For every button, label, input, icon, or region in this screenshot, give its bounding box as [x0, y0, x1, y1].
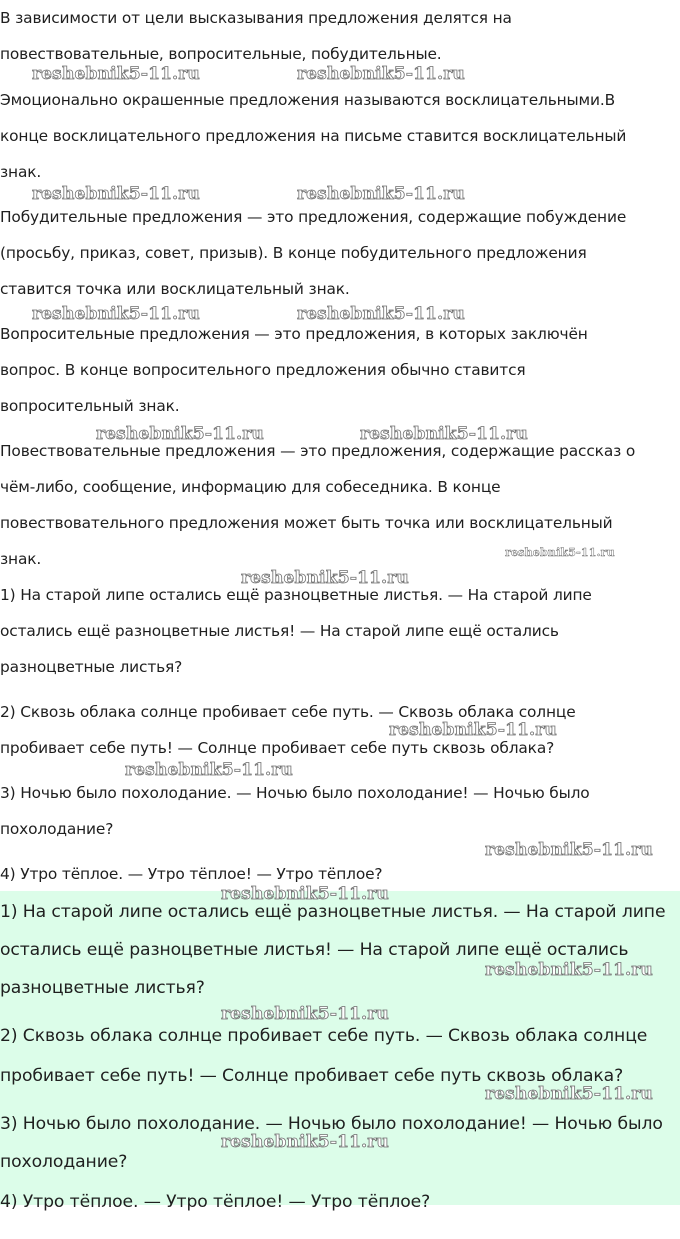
answer-line: 4) Утро тёплое. — Утро тёплое! — Утро тёплое? [0, 865, 383, 883]
theory-line: знак. [0, 163, 42, 181]
theory-line: знак. [0, 550, 42, 568]
answer-line: пробивает себе путь! — Солнце пробивает себе путь сквозь облака? [0, 739, 555, 757]
theory-line: повествовательные, вопросительные, побудительные. [0, 45, 442, 63]
watermark: reshebnik5-11.ru [297, 304, 465, 324]
highlighted-answer-line: пробивает себе путь! — Солнце пробивает себе путь сквозь облака? [0, 1066, 624, 1086]
watermark: reshebnik5-11.ru [125, 760, 293, 780]
watermark: reshebnik5-11.ru [221, 884, 389, 904]
theory-line: вопросительный знак. [0, 397, 180, 415]
watermark: reshebnik5-11.ru [505, 546, 615, 559]
highlighted-answer-line: 1) На старой липе остались ещё разноцветные листья. — На старой липе [0, 902, 666, 922]
watermark: reshebnik5-11.ru [485, 960, 653, 980]
answer-line: 3) Ночью было похолодание. — Ночью было похолодание! — Ночью было [0, 784, 590, 802]
watermark: reshebnik5-11.ru [221, 1132, 389, 1152]
answer-line: разноцветные листья? [0, 658, 183, 676]
watermark: reshebnik5-11.ru [32, 304, 200, 324]
highlighted-answer-line: 3) Ночью было похолодание. — Ночью было похолодание! — Ночью было [0, 1114, 663, 1134]
theory-line: конце восклицательного предложения на письме ставится восклицательный [0, 127, 627, 145]
theory-line: вопрос. В конце вопросительного предложения обычно ставится [0, 361, 526, 379]
watermark: reshebnik5-11.ru [32, 184, 200, 204]
watermark: reshebnik5-11.ru [485, 840, 653, 860]
highlighted-answer-line: разноцветные листья? [0, 978, 205, 998]
watermark: reshebnik5-11.ru [297, 184, 465, 204]
watermark: reshebnik5-11.ru [241, 568, 409, 588]
highlighted-answer-line: остались ещё разноцветные листья! — На старой липе ещё остались [0, 940, 629, 960]
answer-line: остались ещё разноцветные листья! — На старой липе ещё остались [0, 622, 559, 640]
answer-line: 2) Сквозь облака солнце пробивает себе путь. — Сквозь облака солнце [0, 703, 576, 721]
theory-line: (просьбу, приказ, совет, призыв). В конце побудительного предложения [0, 244, 587, 262]
watermark: reshebnik5-11.ru [360, 424, 528, 444]
theory-line: Побудительные предложения — это предложения, содержащие побуждение [0, 208, 627, 226]
watermark: reshebnik5-11.ru [485, 1084, 653, 1104]
theory-line: чём-либо, сообщение, информацию для собеседника. В конце [0, 478, 501, 496]
theory-line: Повествовательные предложения — это предложения, содержащие рассказ о [0, 442, 636, 460]
watermark: reshebnik5-11.ru [297, 64, 465, 84]
cut-off-answer-clip [0, 1192, 680, 1212]
answer-line: похолодание? [0, 820, 114, 838]
highlighted-answer-line: 2) Сквозь облака солнце пробивает себе путь. — Сквозь облака солнце [0, 1026, 648, 1046]
watermark: reshebnik5-11.ru [96, 424, 264, 444]
theory-line: Вопросительные предложения — это предложения, в которых заключён [0, 325, 588, 343]
theory-line: Эмоционально окрашенные предложения называются восклицательными.В [0, 91, 616, 109]
watermark: reshebnik5-11.ru [221, 1004, 389, 1024]
highlighted-answer-line: 4) Утро тёплое. — Утро тёплое! — Утро тёплое? [0, 1192, 431, 1212]
theory-line: ставится точка или восклицательный знак. [0, 280, 350, 298]
theory-line: повествовательного предложения может быть точка или восклицательный [0, 514, 613, 532]
watermark: reshebnik5-11.ru [32, 64, 200, 84]
theory-line: В зависимости от цели высказывания предложения делятся на [0, 9, 512, 27]
watermark: reshebnik5-11.ru [389, 720, 557, 740]
highlighted-answer-line: похолодание? [0, 1152, 128, 1172]
answer-line: 1) На старой липе остались ещё разноцветные листья. — На старой липе [0, 586, 592, 604]
